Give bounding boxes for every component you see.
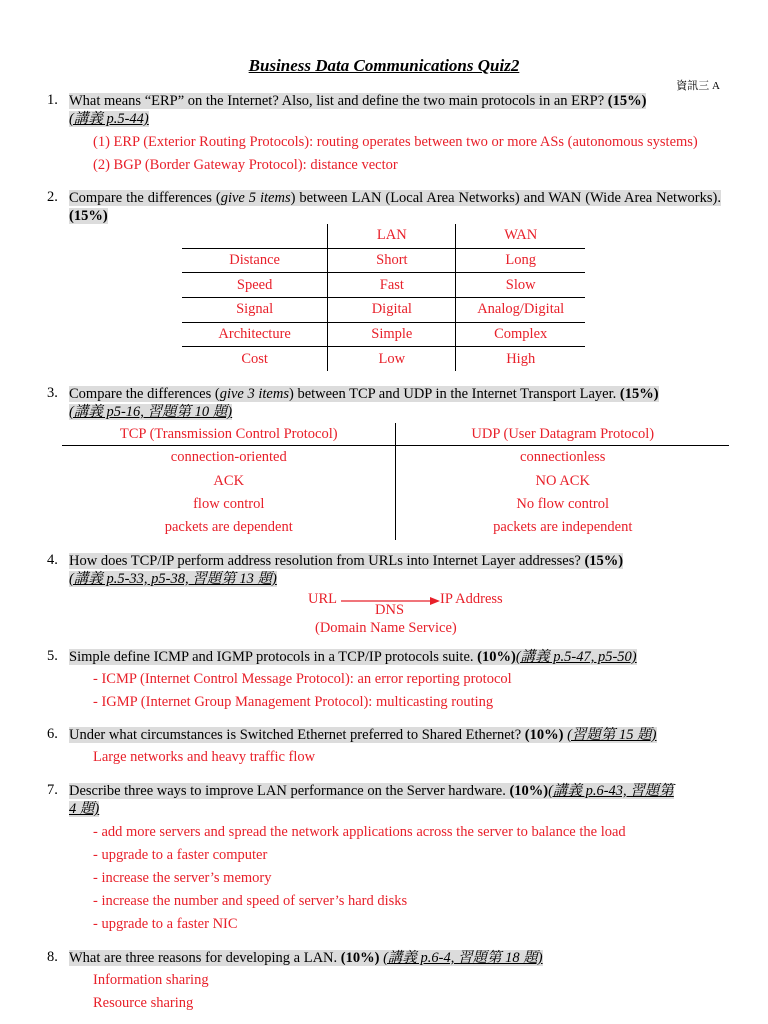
table-row (62, 516, 729, 539)
table-cell: packets are dependent (62, 516, 396, 539)
table-cell: High (506, 350, 536, 367)
table-row (62, 469, 729, 492)
q3-reference: (講義 p5-16, 習題第 10 題) (69, 404, 233, 420)
q6-answer-1: Large networks and heavy traffic flow (93, 749, 316, 765)
table-cell: Signal (182, 298, 328, 323)
q3-question (69, 385, 721, 421)
page-title: Business Data Communications Quiz2 (248, 56, 520, 75)
q6-number: 6. (47, 726, 58, 742)
q7-answer-1: - add more servers and spread the network applications across the server to balance the load (93, 824, 626, 840)
table-cell: packets are independent (493, 519, 633, 536)
q5-points: (10%) (477, 649, 516, 665)
q7-question (69, 782, 721, 818)
q8-question (69, 949, 721, 967)
table-row (182, 273, 585, 298)
q7-answer-4: - increase the number and speed of server’s hard disks (93, 893, 408, 909)
table-header-tcp: TCP (Transmission Control Protocol) (62, 423, 396, 446)
table-cell: NO ACK (535, 472, 590, 489)
table-cell: Complex (494, 326, 548, 343)
q2-number: 2. (47, 189, 58, 205)
q3-points: (15%) (619, 386, 659, 402)
table-cell: Distance (182, 248, 328, 273)
table-row (182, 298, 585, 323)
table-cell: No flow control (516, 495, 610, 512)
q8-answer-2: Resource sharing (93, 995, 194, 1011)
table-cell (182, 224, 328, 248)
q7-answer-2: - upgrade to a faster computer (93, 847, 268, 863)
table-cell: Simple (328, 322, 456, 347)
q4-points: (15%) (584, 553, 624, 569)
table-cell: Low (328, 347, 456, 371)
table-cell: Long (505, 252, 536, 269)
q7-text: Describe three ways to improve LAN performance on the Server hardware. (69, 783, 506, 799)
q1-number: 1. (47, 92, 58, 108)
table-cell: Architecture (182, 322, 328, 347)
q8-reference: (講義 p.6-4, 習題第 18 題) (383, 950, 543, 966)
q6-points: (10%) (524, 727, 564, 743)
q2-points: (15%) (69, 208, 108, 224)
q5-text: Simple define ICMP and IGMP protocols in a TCP/IP protocols suite. (69, 649, 474, 665)
q1-answer-1: (1) ERP (Exterior Routing Protocols): routing operates between two or more ASs (autonomous systems) (93, 134, 698, 150)
table-cell: Speed (182, 273, 328, 298)
diagram-ip-label: IP Address (440, 591, 503, 607)
q8-number: 8. (47, 949, 58, 965)
table-header-row (182, 224, 585, 248)
q5-reference: (講義 p.5-47, p5-50) (515, 649, 637, 665)
q3-text-em: give 3 items (219, 386, 289, 402)
table-row (62, 446, 729, 470)
q7-answer-3: - increase the server’s memory (93, 870, 272, 886)
q6-reference: (習題第 15 題) (567, 727, 657, 743)
q4-reference: (講義 p.5-33, p5-38, 習題第 13 題) (69, 571, 277, 587)
q1-text: What means “ERP” on the Internet? Also, list and define the two main protocols in an ERP? (69, 93, 605, 109)
table-cell: Short (328, 248, 456, 273)
q4-number: 4. (47, 552, 58, 568)
q5-answer-2: - IGMP (Internet Group Management Protocol): multicasting routing (93, 694, 494, 710)
q3-number: 3. (47, 385, 58, 401)
q2-text-em: give 5 items (220, 190, 291, 206)
table-cell: Fast (328, 273, 456, 298)
diagram-dns-full-label: (Domain Name Service) (315, 620, 457, 636)
diagram-dns-label: DNS (375, 602, 405, 618)
q7-reference-a: (講義 p.6-43, 習題第 (548, 783, 674, 799)
q1-points: (15%) (607, 93, 647, 109)
table-header-row (62, 423, 729, 446)
q5-question (69, 648, 721, 666)
q6-question (69, 726, 721, 744)
table-cell: Digital (328, 298, 456, 323)
q7-points: (10%) (509, 783, 549, 799)
table-cell: Analog/Digital (477, 301, 565, 318)
table-header-wan: WAN (504, 227, 538, 244)
tcp-udp-table (62, 423, 729, 540)
q6-text: Under what circumstances is Switched Ethernet preferred to Shared Ethernet? (69, 727, 522, 743)
diagram-url-label: URL (308, 591, 337, 607)
q8-answer-1: Information sharing (93, 972, 209, 988)
q4-text: How does TCP/IP perform address resolution from URLs into Internet Layer addresses? (69, 553, 581, 569)
table-cell: Slow (505, 276, 536, 293)
table-cell: Cost (182, 347, 328, 371)
table-row (182, 248, 585, 273)
table-cell: connectionless (520, 449, 606, 466)
table-row (182, 347, 585, 371)
q7-answer-5: - upgrade to a faster NIC (93, 916, 238, 932)
q7-number: 7. (47, 782, 58, 798)
table-row (62, 493, 729, 516)
class-label: 資訊三 A (676, 80, 720, 92)
table-row (182, 322, 585, 347)
q8-points: (10%) (340, 950, 380, 966)
q2-text-b: ) between LAN (Local Area Networks) and WAN (Wide Area Networks). (290, 190, 721, 206)
q3-text-a: Compare the differences ( (69, 386, 220, 402)
table-cell: flow control (62, 493, 396, 516)
q2-question (69, 189, 721, 225)
lan-wan-table (182, 224, 585, 371)
table-header-lan: LAN (328, 224, 456, 248)
q1-answer-2: (2) BGP (Border Gateway Protocol): distance vector (93, 157, 398, 173)
q2-text-a: Compare the differences ( (69, 190, 221, 206)
q1-question (69, 92, 721, 128)
q8-text: What are three reasons for developing a LAN. (69, 950, 338, 966)
q5-number: 5. (47, 648, 58, 664)
table-cell: connection-oriented (62, 446, 396, 470)
table-cell: ACK (62, 469, 396, 492)
q3-text-b: ) between TCP and UDP in the Internet Transport Layer. (288, 386, 617, 402)
q4-question (69, 552, 721, 588)
q1-reference: (講義 p.5-44) (69, 111, 149, 127)
q7-reference-b: 4 題) (69, 801, 100, 817)
table-header-udp: UDP (User Datagram Protocol) (471, 425, 655, 442)
q5-answer-1: - ICMP (Internet Control Message Protocol): an error reporting protocol (93, 671, 512, 687)
